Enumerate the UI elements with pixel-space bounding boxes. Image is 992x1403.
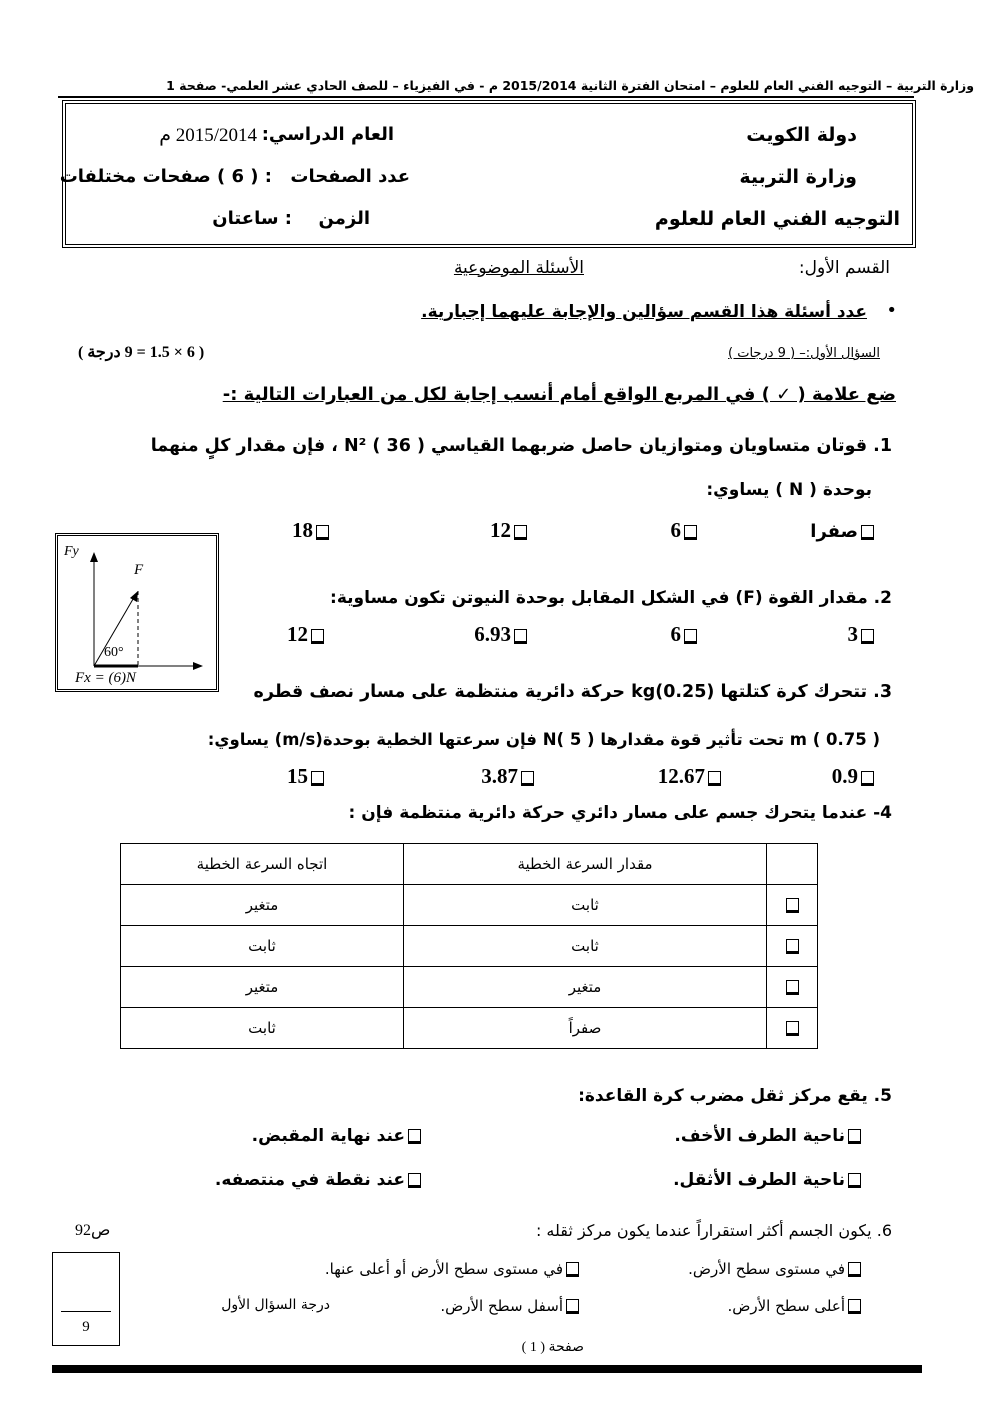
year-value: 2015/2014 م <box>159 125 257 146</box>
q3-text: 3. تتحرك كرة كتلتها kg(0.25) حركة دائرية منتظمة على مسار نصف قطره <box>253 682 892 702</box>
q3-option[interactable]: 15 <box>287 764 327 789</box>
q2-option[interactable]: 6.93 <box>474 622 530 647</box>
time-label: الزمن <box>318 208 370 229</box>
q6-option[interactable]: أسفل سطح الأرض. <box>440 1297 582 1315</box>
checkbox[interactable] <box>861 629 874 644</box>
q3-option[interactable]: 0.9 <box>832 764 877 789</box>
checkbox[interactable] <box>311 629 324 644</box>
q6-option[interactable]: في مستوى سطح الأرض. <box>688 1260 864 1278</box>
q5-text: 5. يقع مركز ثقل مضرب كرة القاعدة: <box>578 1086 892 1106</box>
q1-text: 1. قوتان متساويان ومتوازيان حاصل ضربهما القياسي N² ( 36 ) ، فإن مقدار كلٍ منهما <box>150 436 892 456</box>
pages-value: : ( 6 ) صفحات مختلفات <box>59 166 272 187</box>
checkbox[interactable] <box>684 629 697 644</box>
checkbox[interactable] <box>408 1129 421 1144</box>
force-figure <box>55 533 219 692</box>
ministry: وزارة التربية <box>739 166 857 188</box>
table-row <box>121 967 818 1008</box>
fy-label: Fy <box>64 544 79 559</box>
q3-option[interactable]: 3.87 <box>481 764 537 789</box>
checkbox[interactable] <box>786 1021 799 1036</box>
q3-option[interactable]: 12.67 <box>658 764 724 789</box>
grade-total: 9 <box>82 1319 90 1335</box>
checkbox[interactable] <box>566 1299 579 1314</box>
divider <box>58 96 914 98</box>
checkbox[interactable] <box>786 898 799 913</box>
country: دولة الكويت <box>746 124 857 146</box>
q6-option[interactable]: أعلى سطح الأرض. <box>727 1297 864 1315</box>
checkbox[interactable] <box>566 1262 579 1277</box>
q5-option[interactable]: ناحية الطرف الأثقل. <box>673 1170 864 1190</box>
grade-label: درجة السؤال الأول <box>221 1297 330 1313</box>
checkbox[interactable] <box>848 1299 861 1314</box>
column-header: مقدار السرعة الخطية <box>404 844 767 885</box>
checkbox[interactable] <box>684 525 697 540</box>
cell: ثابت <box>404 885 767 926</box>
running-header: وزارة التربية – التوجيه الفني العام للعلوم – امتحان الفترة الثانية 2015/2014 م - في الفيزياء – للصف الحادي عشر العلمي- صفحة 1 <box>166 78 974 93</box>
table-row <box>121 885 818 926</box>
q2-option[interactable]: 6 <box>671 622 701 647</box>
checkbox[interactable] <box>861 771 874 786</box>
q4-text: 4- عندما يتحرك جسم على مسار دائري حركة دائرية منتظمة فإن : <box>348 803 892 823</box>
checkbox[interactable] <box>311 771 324 786</box>
section-note: عدد أسئلة هذا القسم سؤالين والإجابة عليهما إجبارية. <box>421 302 867 322</box>
cell: متغير <box>121 967 404 1008</box>
cell: متغير <box>121 885 404 926</box>
arrow-icon <box>130 591 138 602</box>
question1-label: السؤال الأول:– ( 9 درجات ) <box>728 346 880 361</box>
q2-option[interactable]: 3 <box>848 622 878 647</box>
q1-option[interactable]: 6 <box>671 518 701 543</box>
pages-label: عدد الصفحات <box>290 166 410 187</box>
q3-text-cont: m ( 0.75 ) تحت تأثير قوة مقدارها N( 5 ) فإن سرعتها الخطية بوحدة(m/s) يساوي: <box>207 730 880 749</box>
cell: ثابت <box>121 1008 404 1049</box>
q2-option[interactable]: 12 <box>287 622 327 647</box>
force-diagram <box>58 536 216 689</box>
section-title: الأسئلة الموضوعية <box>453 258 584 278</box>
q5-option[interactable]: ناحية الطرف الأخف. <box>674 1126 864 1146</box>
checkbox[interactable] <box>708 771 721 786</box>
q1-text-cont: بوحدة ( N ) يساوي: <box>706 480 872 500</box>
checkbox[interactable] <box>408 1173 421 1188</box>
column-header: اتجاه السرعة الخطية <box>121 844 404 885</box>
section-label: القسم الأول: <box>798 258 890 278</box>
grade-box <box>52 1252 120 1346</box>
checkbox[interactable] <box>861 525 874 540</box>
q5-option[interactable]: عند نهاية المقبض. <box>252 1126 424 1146</box>
q2-text: 2. مقدار القوة (F) في الشكل المقابل بوحدة النيوتن تكون مساوية: <box>330 588 892 608</box>
q6-option[interactable]: في مستوى سطح الأرض أو أعلى عنها. <box>325 1260 582 1278</box>
table-row <box>121 926 818 967</box>
q1-option[interactable]: 12 <box>490 518 530 543</box>
department: التوجيه الفني العام للعلوم <box>654 208 900 230</box>
cell: صفراً <box>404 1008 767 1049</box>
page-footer: صفحة ( 1 ) <box>521 1340 584 1355</box>
q4-table <box>120 843 818 1049</box>
table-row <box>121 1008 818 1049</box>
bullet: • <box>886 300 897 321</box>
time-value: : ساعتان <box>212 208 292 229</box>
q5-option[interactable]: عند نقطة في منتصفه. <box>215 1170 424 1190</box>
checkbox[interactable] <box>848 1262 861 1277</box>
checkbox[interactable] <box>521 771 534 786</box>
checkbox[interactable] <box>316 525 329 540</box>
q6-text: 6. يكون الجسم أكثر استقراراً عندما يكون مركز ثقله : <box>535 1221 892 1240</box>
checkbox[interactable] <box>848 1173 861 1188</box>
q1-option[interactable]: 18 <box>292 518 332 543</box>
q1-option[interactable]: صفرا <box>810 521 877 542</box>
arrow-icon <box>90 552 98 562</box>
checkbox[interactable] <box>514 525 527 540</box>
checkbox[interactable] <box>786 939 799 954</box>
cell: ثابت <box>121 926 404 967</box>
year-label: العام الدراسي: <box>261 124 394 145</box>
cell: ثابت <box>404 926 767 967</box>
arrow-icon <box>193 662 203 670</box>
checkbox[interactable] <box>848 1129 861 1144</box>
question1-marks: ( 6 × 1.5 = 9 درجة ) <box>78 344 205 361</box>
instruction: ضع علامة ( ✓ ) في المربع الواقع أمام أنسب إجابة لكل من العبارات التالية :- <box>222 384 896 405</box>
table-header <box>121 844 818 885</box>
checkbox[interactable] <box>786 980 799 995</box>
bottom-rule <box>52 1365 922 1373</box>
checkbox[interactable] <box>514 629 527 644</box>
fx-label: Fx = (6)N <box>75 670 136 686</box>
page-ref: ص92 <box>75 1222 111 1239</box>
angle-label: 60° <box>104 645 124 660</box>
cell: متغير <box>404 967 767 1008</box>
f-label: F <box>134 562 144 578</box>
